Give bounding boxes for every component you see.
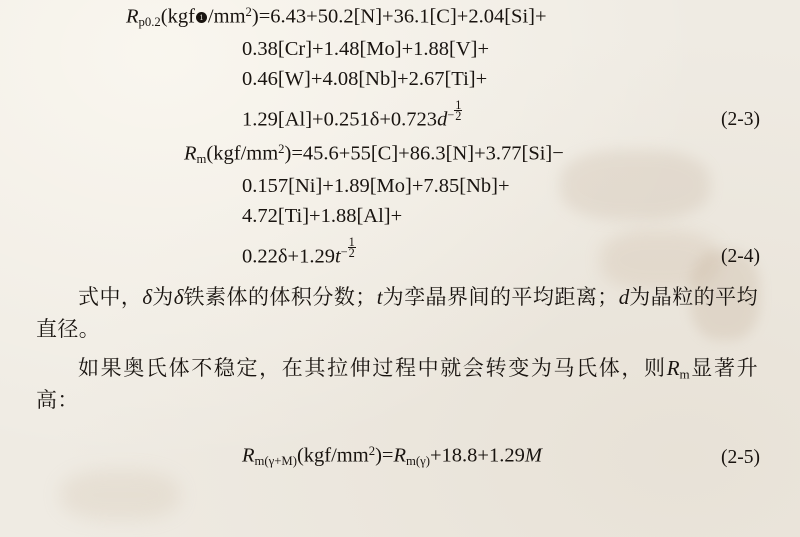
- equation-2-4-line-4-body: $0.22\delta+1.29t^{- \frac{1}{2}}$: [242, 234, 355, 268]
- page-content: [34, 6, 766, 467]
- equation-2-4-line-2: [34, 176, 766, 197]
- footnote-marker-1: 1: [196, 12, 207, 23]
- para2-part1: 如果奥氏体不稳定，在其拉伸过程中就会转变为马氏体，则: [78, 355, 667, 380]
- equation-number-2-4: (2-4): [721, 246, 760, 268]
- equation-2-4-line-1: [34, 143, 766, 166]
- equation-2-3-line-4: [34, 97, 766, 130]
- equation-2-3-line-3-body: 0.46[W]+4.08[Nb]+2.67[Ti]+: [242, 68, 488, 91]
- equation-2-3-line-4-body: $1.29[Al]+0.251\delta+0.723d^{- \frac{1}{2}}$: [242, 97, 462, 130]
- equation-2-4-line-2-body: 0.157[Ni]+1.89[Mo]+7.85[Nb]+: [242, 174, 510, 197]
- equation-2-3-line-3: [34, 69, 766, 90]
- equation-2-4-line-3-body: 4.72[Ti]+1.88[Al]+: [242, 205, 403, 228]
- symbol-rm-subscript: m: [679, 366, 691, 382]
- equation-2-3-line-1-body: $R_{p0.2}(kgf$ 1 $/mm^2)=6.43+50.2[N]+36.1[C]+2.04[Si]+$: [126, 5, 547, 29]
- equation-2-3-line-2: [34, 39, 766, 60]
- equation-2-4-line-3: [34, 206, 766, 227]
- equation-2-3-line-2-body: 0.38[Cr]+1.48[Mo]+1.88[V]+: [242, 37, 490, 60]
- symbol-delta: δ: [142, 284, 153, 309]
- para1-part1: 式中，: [78, 284, 143, 309]
- paragraph-variable-definitions: [34, 281, 766, 346]
- equation-2-4-line-1-body: $R_m(kgf/mm^2)=45.6+55[C]+86.3[N]+3.77[Si]-$: [184, 142, 564, 167]
- symbol-rm: R: [666, 355, 680, 380]
- equation-number-2-5: (2-5): [721, 446, 760, 468]
- equation-2-5: [34, 445, 766, 468]
- para1-part3: 铁素体的体积分数；: [183, 284, 377, 309]
- para2-part2: 显著升高：: [36, 355, 758, 413]
- para1-part4: 为孪晶界间的平均距离；: [382, 284, 619, 309]
- equation-2-4-line-4: [34, 234, 766, 268]
- symbol-d: d: [618, 284, 630, 309]
- symbol-delta: δ: [173, 284, 184, 309]
- paragraph-martensite: [34, 352, 766, 417]
- scan-smudge: [60, 470, 180, 520]
- symbol-t: t: [376, 284, 383, 309]
- equation-number-2-3: (2-3): [721, 108, 760, 130]
- para1-part5: 为晶粒的平均直径。: [36, 284, 759, 342]
- equation-2-3-line-1: [34, 6, 766, 29]
- equation-2-5-body: $R_{m(\gamma+M)}(kgf/mm^2)=R_{m(\gamma)}+18.8+1.29M$: [242, 443, 542, 468]
- para1-part2: 为: [152, 284, 174, 309]
